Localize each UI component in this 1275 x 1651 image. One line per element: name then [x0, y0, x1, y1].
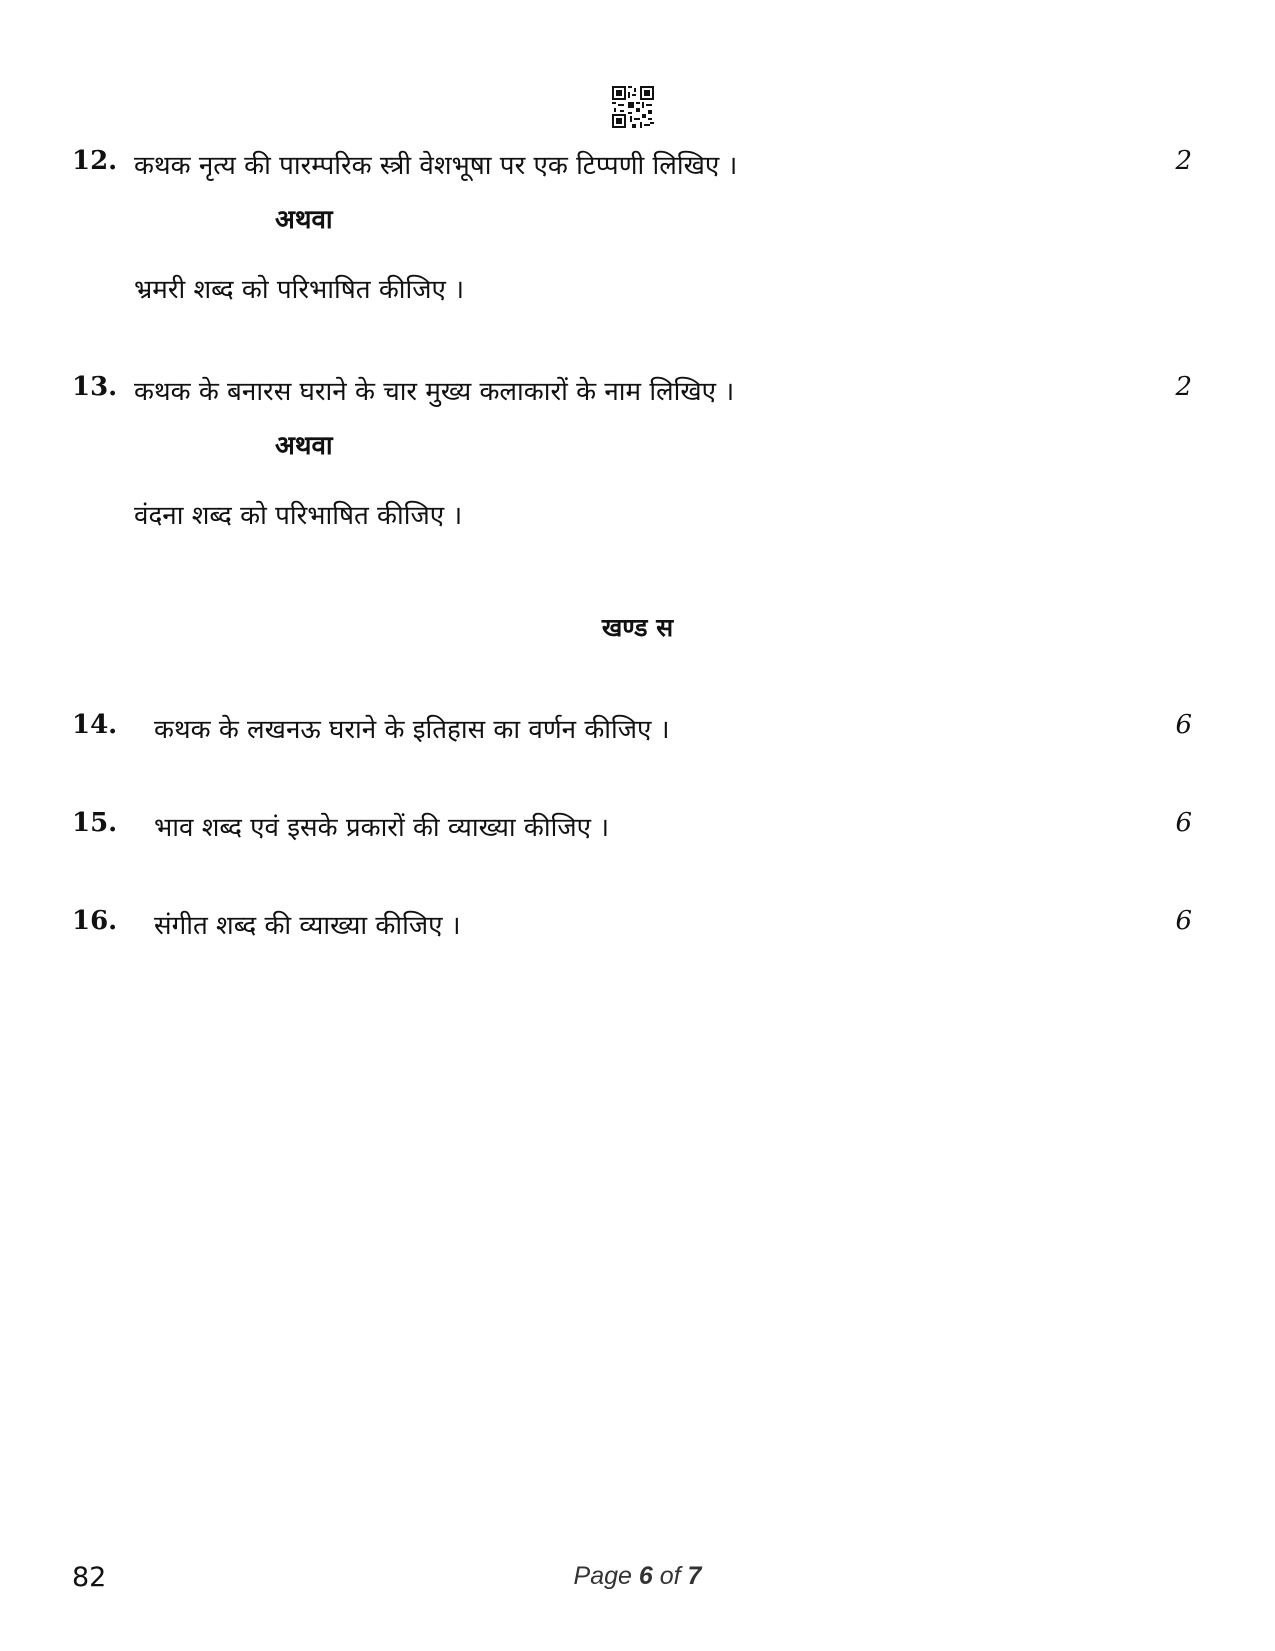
- question-text: कथक के लखनऊ घराने के इतिहास का वर्णन कीजिए ।: [154, 715, 670, 745]
- question-marks: 6: [1175, 710, 1192, 740]
- page-of: of: [659, 1562, 681, 1590]
- question-marks: 6: [1175, 906, 1192, 936]
- or-label: अथवा: [275, 431, 333, 461]
- alternative-question-text: वंदना शब्द को परिभाषित कीजिए ।: [134, 501, 463, 531]
- question-text: कथक नृत्य की पारम्परिक स्त्री वेशभूषा पर एक टिप्पणी लिखिए ।: [134, 151, 738, 181]
- question-number: 16.: [72, 906, 118, 936]
- question-number: 13.: [72, 372, 118, 402]
- question-marks: 2: [1175, 372, 1192, 402]
- question-text: कथक के बनारस घराने के चार मुख्य कलाकारों के नाम लिखिए ।: [134, 377, 735, 407]
- section-heading: खण्ड स: [601, 613, 674, 642]
- question-number: 15.: [72, 808, 118, 838]
- question-number: 14.: [72, 710, 118, 740]
- alternative-question-text: भ्रमरी शब्द को परिभाषित कीजिए ।: [134, 275, 465, 305]
- question-number: 12.: [72, 146, 118, 176]
- question-marks: 2: [1175, 146, 1192, 176]
- page-current: 6: [638, 1562, 653, 1590]
- question-text: भाव शब्द एवं इसके प्रकारों की व्याख्या कीजिए ।: [154, 813, 610, 843]
- question-marks: 6: [1175, 808, 1192, 838]
- page-total: 7: [687, 1562, 702, 1590]
- question-text: संगीत शब्द की व्याख्या कीजिए ।: [154, 911, 461, 941]
- page-indicator: [0, 1562, 1275, 1591]
- page-prefix: Page: [573, 1562, 632, 1590]
- or-label: अथवा: [275, 205, 333, 235]
- paper-code: 82: [72, 1562, 107, 1593]
- qr-code: [612, 86, 654, 128]
